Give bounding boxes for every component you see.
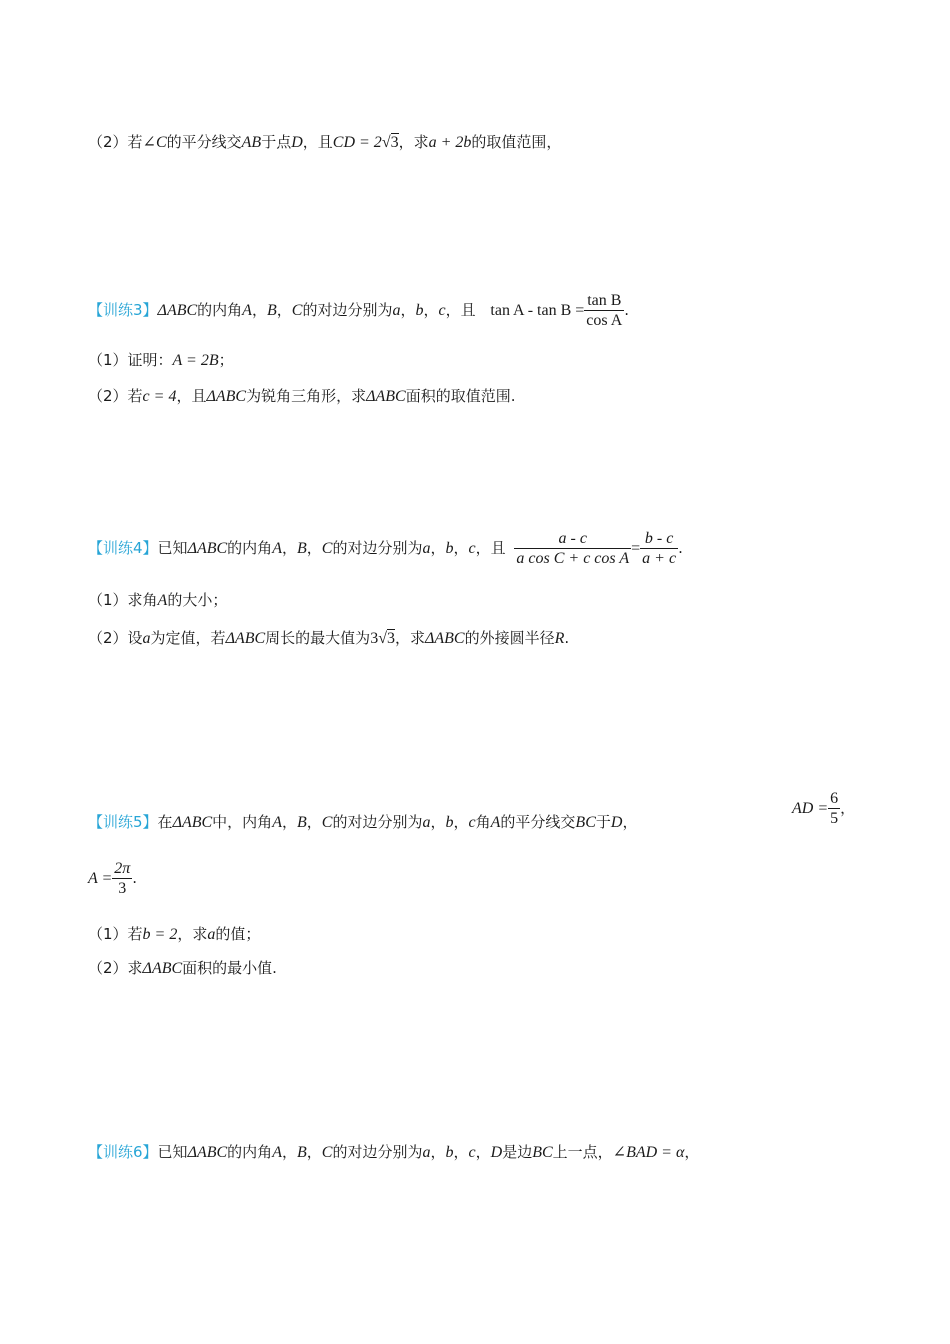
text: .: [624, 301, 630, 319]
text: .: [132, 869, 138, 887]
text: ，: [453, 539, 469, 557]
math: A: [242, 302, 252, 319]
text: 中，内角: [212, 813, 273, 831]
math: c: [438, 302, 446, 319]
math: c: [468, 814, 476, 831]
q3-part-1: [88, 350, 234, 371]
text: ，: [453, 1143, 469, 1161]
fraction: [828, 789, 840, 828]
math: a: [142, 630, 151, 647]
math: ΔABC: [157, 302, 198, 319]
problem-tag: 【训练6】: [88, 1143, 158, 1161]
text: ，: [306, 813, 322, 831]
text: （2）若: [88, 387, 143, 405]
text: （1）证明：: [88, 351, 173, 369]
text: ，: [430, 813, 446, 831]
math: =: [631, 540, 641, 557]
q5-part-1: [88, 924, 260, 945]
text: 的平分线交: [166, 133, 242, 151]
math: a: [422, 1144, 431, 1161]
problem-tag: 【训练3】: [88, 301, 158, 319]
math: ΔABC: [187, 1144, 228, 1161]
q5-ad-value: [792, 788, 855, 832]
fraction: [112, 859, 132, 898]
math: c: [468, 540, 476, 557]
text: ，: [430, 1143, 446, 1161]
q3-stem: [88, 290, 629, 334]
text: 在: [157, 813, 173, 831]
text: 上一点，: [552, 1143, 613, 1161]
text: 已知: [157, 1143, 188, 1161]
text: ，: [840, 799, 856, 817]
math: A = 2B: [172, 352, 219, 369]
text: ，: [423, 301, 439, 319]
math: b = 2: [142, 926, 178, 943]
math: b: [445, 1144, 454, 1161]
math: C: [291, 302, 303, 319]
q5-stem: [88, 812, 637, 833]
text: ，: [251, 301, 267, 319]
math: A: [272, 540, 282, 557]
math: A =: [88, 870, 113, 887]
text: ，且: [302, 133, 333, 151]
math: B: [296, 540, 307, 557]
text: ，求: [398, 133, 429, 151]
q3-part-2: [88, 386, 515, 407]
math: ∠BAD = α: [612, 1144, 685, 1161]
text: 于点: [261, 133, 292, 151]
q4-stem: [88, 528, 683, 572]
text: 的对边分别为: [332, 1143, 423, 1161]
text: 的平分线交: [500, 813, 576, 831]
math: B: [266, 302, 277, 319]
fraction: [584, 291, 624, 330]
text: 的对边分别为: [332, 813, 423, 831]
numerator: tan B: [587, 292, 622, 309]
text: ，: [400, 301, 416, 319]
numerator: 6: [830, 790, 839, 807]
q6-stem: [88, 1142, 699, 1163]
text: 的外接圆半径: [464, 629, 555, 647]
sqrt: √3: [378, 630, 395, 647]
radicand: 3: [390, 134, 399, 151]
text: （1）求角: [88, 591, 158, 609]
text: ，且: [176, 387, 207, 405]
text: 为锐角三角形，求: [246, 387, 367, 405]
radicand: 3: [386, 630, 395, 647]
text: 于: [595, 813, 611, 831]
math: a + 2b: [428, 134, 472, 151]
math: C: [321, 814, 333, 831]
text: 面积的最小值.: [182, 959, 277, 977]
denominator: 3: [112, 878, 132, 898]
math: b: [445, 814, 454, 831]
math: A: [490, 814, 501, 831]
denominator: a + c: [642, 550, 677, 567]
math: a: [392, 302, 401, 319]
text: 角: [475, 813, 491, 831]
math: ΔABC: [187, 540, 228, 557]
math: BC: [532, 1144, 553, 1161]
math: C: [321, 1144, 333, 1161]
math: BC: [575, 814, 596, 831]
math: AB: [241, 134, 262, 151]
math: D: [610, 814, 623, 831]
math: b: [445, 540, 454, 557]
math: c: [468, 1144, 476, 1161]
text: 的对边分别为: [332, 539, 423, 557]
math: ΔABC: [424, 630, 465, 647]
math: 3: [370, 630, 379, 647]
math: ΔABC: [225, 630, 266, 647]
math: ΔABC: [172, 814, 213, 831]
math: B: [296, 1144, 307, 1161]
numerator: 2π: [114, 860, 131, 877]
math: ∠C: [142, 134, 167, 151]
text: （1）若: [88, 925, 143, 943]
text: ，求: [394, 629, 425, 647]
text: ，: [453, 813, 469, 831]
text: 的内角: [227, 539, 273, 557]
text: ，: [306, 1143, 322, 1161]
fraction: [640, 529, 678, 568]
text: 的大小；: [167, 591, 228, 609]
math: D: [291, 134, 303, 151]
math: AD =: [792, 800, 829, 817]
text: ，: [475, 1143, 491, 1161]
math: ΔABC: [366, 388, 406, 405]
math: b: [415, 302, 424, 319]
sqrt: √3: [381, 134, 399, 151]
text: ，: [276, 301, 292, 319]
math: a: [422, 814, 431, 831]
math: ΔABC: [142, 960, 183, 977]
math: A: [157, 592, 168, 609]
math: A: [272, 814, 282, 831]
text: 周长的最大值为: [265, 629, 371, 647]
math: a: [422, 540, 431, 557]
problem-tag: 【训练5】: [88, 813, 158, 831]
numerator: b - c: [644, 530, 674, 547]
text: 的内角: [227, 1143, 273, 1161]
text: 已知: [157, 539, 188, 557]
fraction: [514, 529, 631, 568]
math: ΔABC: [206, 388, 247, 405]
math: tan A - tan B =: [490, 302, 585, 319]
text: （2）若: [88, 133, 143, 151]
math: c = 4: [142, 388, 177, 405]
text: ，: [306, 539, 322, 557]
text: ，且: [475, 539, 506, 557]
q4-part-2: [88, 628, 569, 649]
math: D: [490, 1144, 503, 1161]
text: ，: [281, 813, 297, 831]
numerator: a - c: [558, 530, 587, 547]
text: ，: [684, 1143, 700, 1161]
text: 的内角: [197, 301, 243, 319]
text: （2）设: [88, 629, 143, 647]
text: ，求: [177, 925, 208, 943]
text: ，: [281, 1143, 297, 1161]
math: C: [321, 540, 333, 557]
text: ，: [430, 539, 446, 557]
denominator: a cos C + c cos A: [516, 550, 630, 567]
denominator: 5: [830, 810, 839, 827]
text: ；: [218, 351, 234, 369]
text: 为定值，若: [150, 629, 226, 647]
text: ，: [622, 813, 638, 831]
denominator: cos A: [586, 312, 623, 329]
text: .: [564, 629, 570, 647]
math: B: [296, 814, 307, 831]
text: .: [678, 539, 683, 557]
math: CD = 2: [332, 134, 382, 151]
text: 的取值范围，: [471, 133, 562, 151]
prev-part-2: [88, 132, 561, 153]
text: ，: [281, 539, 297, 557]
math: A: [272, 1144, 282, 1161]
q5-angle-a: [88, 858, 137, 902]
math: R: [554, 630, 565, 647]
text: 是边: [502, 1143, 533, 1161]
math: a: [207, 926, 216, 943]
text: 的值；: [215, 925, 261, 943]
q4-part-1: [88, 590, 227, 611]
problem-tag: 【训练4】: [88, 539, 158, 557]
text: ，且: [445, 301, 476, 319]
text: 的对边分别为: [302, 301, 393, 319]
text: （2）求: [88, 959, 143, 977]
text: 面积的取值范围.: [405, 387, 516, 405]
q5-part-2: [88, 958, 277, 979]
